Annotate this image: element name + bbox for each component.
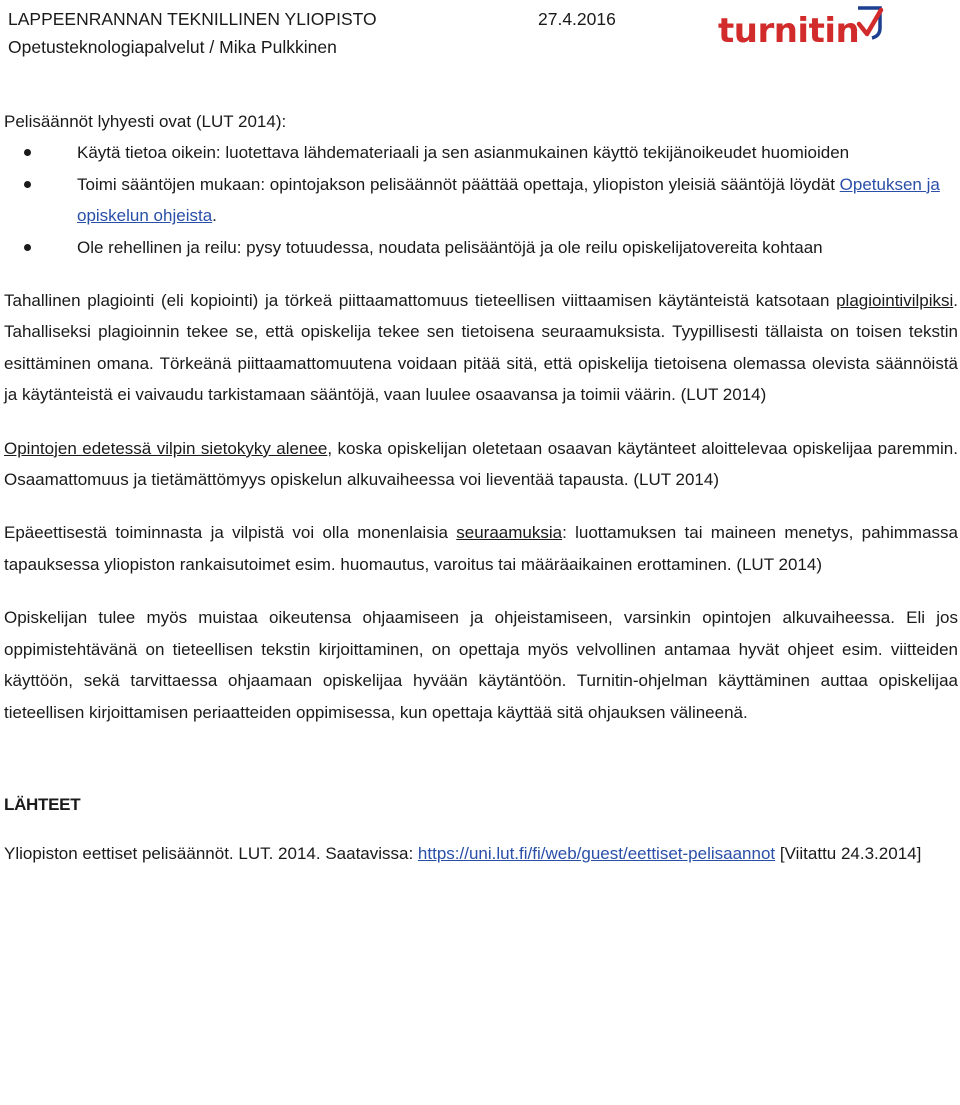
paragraph-guidance: Opiskelijan tulee myös muistaa oikeutensa ohjaamiseen ja ohjeistamiseen, varsinkin opintojen alkuvaiheessa. Eli jos oppimistehtävänä on tieteellisen tekstin kirjoittaminen, on opettaja myös velvollinen antamaa hyvät ohjeet esim. viitteiden käyttöön, sekä tarvittaessa ohjaamaan opiskelijaa hyvään käytäntöön. Turnitin-ohjelman käyttäminen auttaa opiskelijaa tieteellisen kirjoittamisen periaatteiden oppimisessa, kun opettaja käyttää sitä ohjauksen välineenä. [4,608,958,722]
rule-3-text: Ole rehellinen ja reilu: pysy totuudessa, noudata pelisääntöjä ja ole reilu opiskelijatovereita kohtaan [77,237,823,257]
plagiarism-text-2: . Tahalliseksi plagioinnin tekee se, että opiskelija tekee sen tietoisena seuraamuksista. Tyypillisesti tällaista on toisen tekstin esittäminen omana. Törkeänä piittaamattomuutena voidaan pitää sitä, että opiskelija tietoisena olemassa olevista säännöistä ja käytänteistä ei vaivaudu tarkistamaan sääntöjä, vaan luulee osaavansa ja toimii väärin. (LUT 2014) [4,291,958,405]
progress-text: , koska opiskelijan oletetaan osaavan käytänteet aloittelevaa opiskelijaa paremmin. Osaamattomuus ja tietämättömyys opiskelun alkuvaiheessa voi lieventää tapausta. (LUT 2014) [4,438,958,490]
rule-2-end: . [212,206,217,226]
paragraph-progress [4,433,958,496]
header-organization: LAPPEENRANNAN TEKNILLINEN YLIOPISTO [8,9,377,29]
plagiarism-link[interactable]: plagiointivilpiksi [836,291,954,311]
consequences-text-2: : luottamuksen tai maineen menetys, pahimmassa tapauksessa yliopiston rankaisutoimet esim. huomautus, varoitus tai määräaikainen erottaminen. (LUT 2014) [4,523,958,574]
page-header [4,0,956,72]
checkmark-icon [858,8,881,38]
sources-text: Yliopiston eettiset pelisäännöt. LUT. 2014. Saatavissa: [4,844,418,864]
turnitin-logo [716,2,886,52]
rule-1-text: Käytä tietoa oikein: luotettava lähdemateriaali ja sen asianmukainen käyttö tekijänoikeudet huomioiden [77,143,850,163]
paragraph-plagiarism [4,285,958,411]
sources-entry [4,838,958,869]
list-item [77,169,958,232]
bullet-icon [24,181,31,188]
list-item [77,232,958,263]
sources-accessed: [Viitattu 24.3.2014] [775,844,922,864]
bullet-icon [24,244,31,251]
consequences-text-1: Epäeettisestä toiminnasta ja vilpistä voi olla monenlaisia [4,523,457,543]
bullet-icon [24,149,31,156]
list-item [77,137,958,168]
consequences-link[interactable]: seuraamuksia [456,523,563,543]
header-date: 27.4.2016 [538,9,616,29]
sources-heading: LÄHTEET [4,794,81,814]
progress-link[interactable]: Opintojen edetessä vilpin sietokyky alenee [4,438,328,458]
plagiarism-text-1: Tahallinen plagiointi (eli kopiointi) ja törkeä piittaamattomuus tieteellisen viittaamisen käytänteistä katsotaan [4,291,837,311]
rule-2-text: Toimi sääntöjen mukaan: opintojakson pelisäännöt päättää opettaja, yliopiston yleisiä sääntöjä löydät [77,174,840,194]
rules-list [4,137,958,263]
header-department: Opetusteknologiapalvelut / Mika Pulkkinen [8,37,337,57]
logo-text: turnitin [718,11,860,51]
sources-url-link[interactable]: https://uni.lut.fi/fi/web/guest/eettiset-pelisaannot [417,844,776,864]
rules-intro: Pelisäännöt lyhyesti ovat (LUT 2014): [4,112,287,131]
paragraph-consequences [4,517,958,580]
rules-link[interactable]: Opetuksen ja opiskelun ohjeista [77,174,940,226]
document-body [4,106,958,870]
